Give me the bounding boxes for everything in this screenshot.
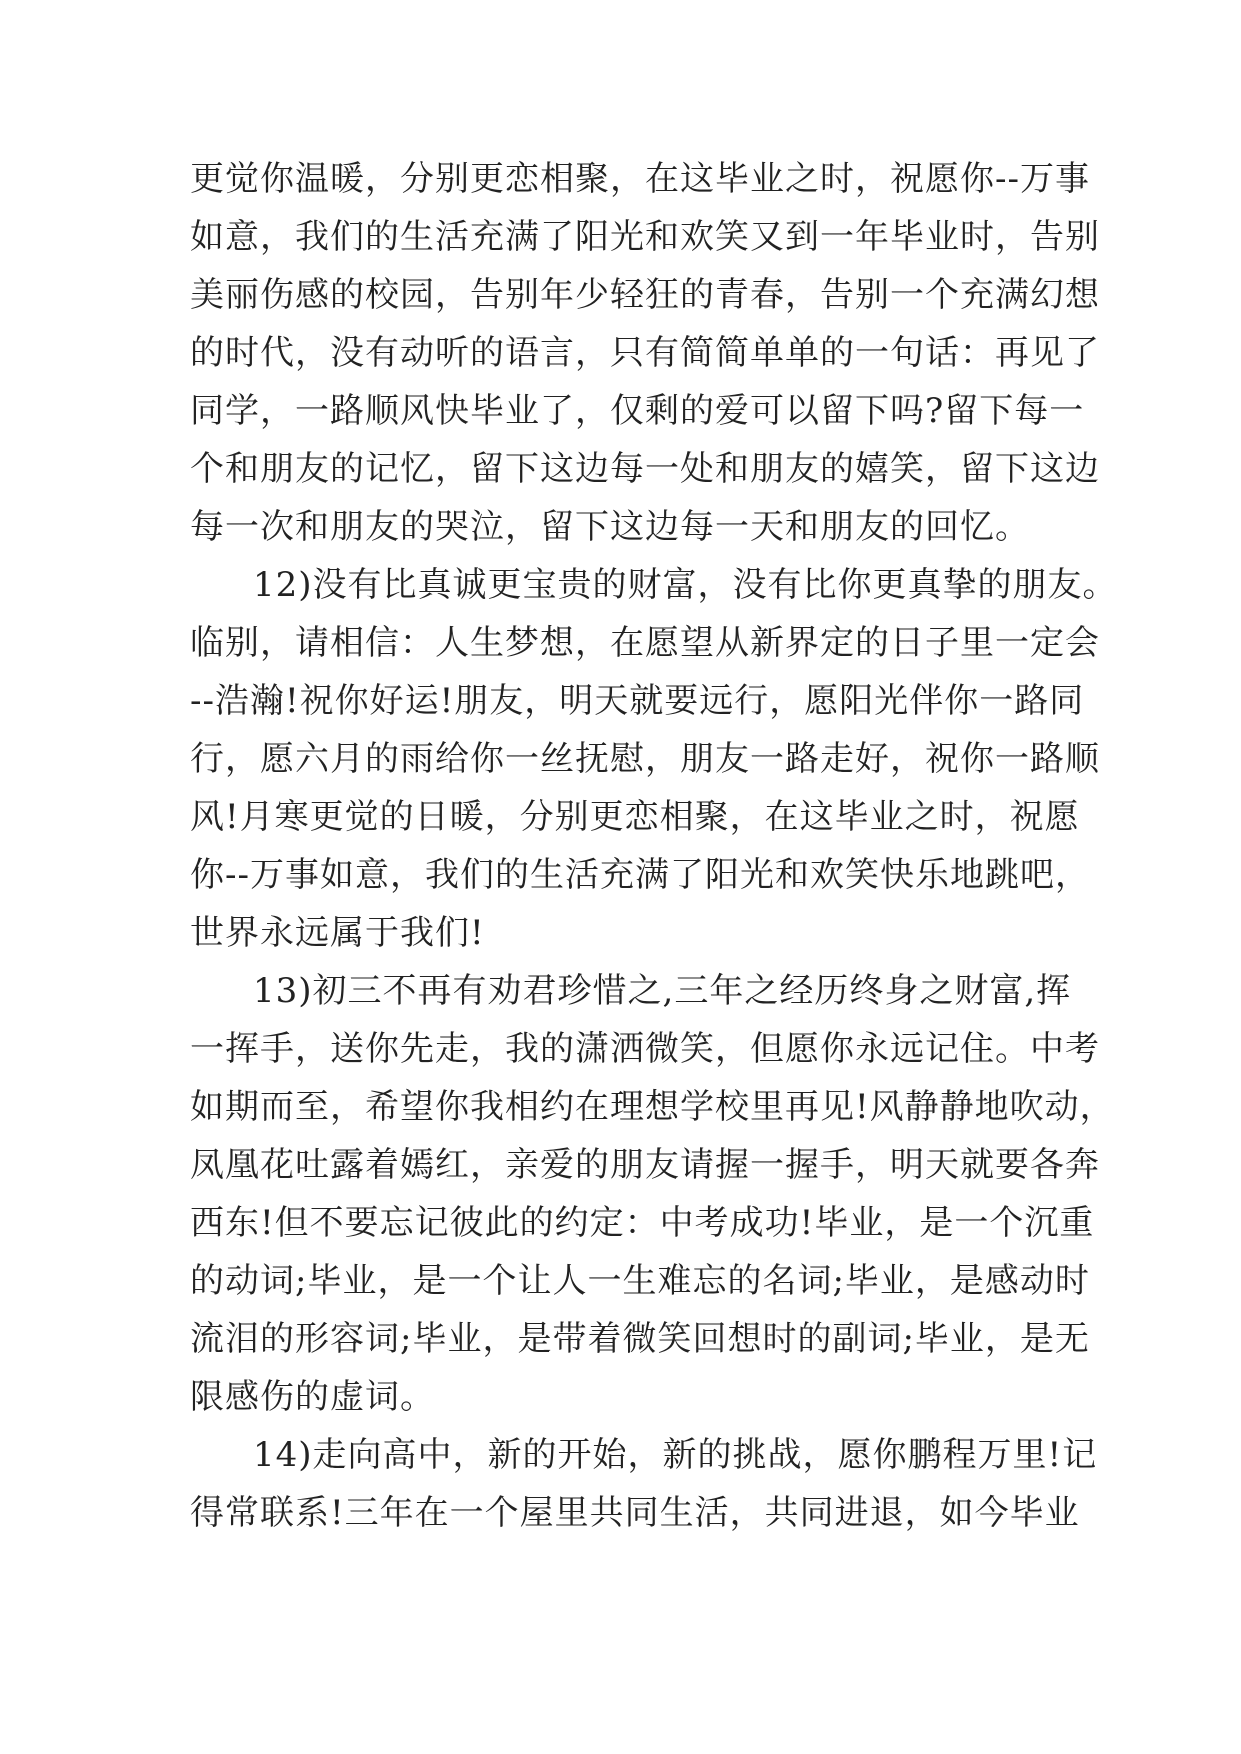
paragraph-start-14: 14)走向高中，新的开始，新的挑战，愿你鹏程万里!记 [253,1435,1098,1475]
text-line: 限感伤的虚词。 [190,1377,435,1417]
text-line: 每一次和朋友的哭泣，留下这边每一天和朋友的回忆。 [190,507,1030,547]
text-line: 如意，我们的生活充满了阳光和欢笑又到一年毕业时，告别 [190,217,1100,257]
text-line: 如期而至，希望你我相约在理想学校里再见!风静静地吹动， [190,1087,1115,1127]
text-line: 凤凰花吐露着嫣红，亲爱的朋友请握一握手，明天就要各奔 [190,1145,1100,1185]
text-line: 行，愿六月的雨给你一丝抚慰，朋友一路走好，祝你一路顺 [190,739,1100,779]
text-line: 的时代，没有动听的语言，只有简简单单的一句话：再见了 [190,333,1100,373]
body-text [190,150,1118,1542]
paragraph-start-12: 12)没有比真诚更宝贵的财富，没有比你更真挚的朋友。 [253,565,1118,605]
text-line: 世界永远属于我们! [190,913,485,953]
text-line: 的动词;毕业，是一个让人一生难忘的名词;毕业，是感动时 [190,1261,1090,1301]
text-line: 美丽伤感的校园，告别年少轻狂的青春，告别一个充满幻想 [190,275,1100,315]
text-line: 流泪的形容词;毕业，是带着微笑回想时的副词;毕业，是无 [190,1319,1090,1359]
text-line: 风!月寒更觉的日暖，分别更恋相聚，在这毕业之时，祝愿 [190,797,1080,837]
text-line: 更觉你温暖，分别更恋相聚，在这毕业之时，祝愿你--万事 [190,159,1090,199]
text-line: 一挥手，送你先走，我的潇洒微笑，但愿你永远记住。中考 [190,1029,1100,1069]
text-line: 同学，一路顺风快毕业了，仅剩的爱可以留下吗?留下每一 [190,391,1085,431]
text-line: --浩瀚!祝你好运!朋友，明天就要远行，愿阳光伴你一路同 [190,681,1085,721]
text-line: 临别，请相信：人生梦想，在愿望从新界定的日子里一定会 [190,623,1100,663]
paragraph-start-13: 13)初三不再有劝君珍惜之,三年之经历终身之财富,挥 [253,971,1072,1011]
text-line: 得常联系!三年在一个屋里共同生活，共同进退，如今毕业 [190,1493,1080,1533]
text-line: 个和朋友的记忆，留下这边每一处和朋友的嬉笑，留下这边 [190,449,1100,489]
text-line: 你--万事如意，我们的生活充满了阳光和欢笑快乐地跳吧， [190,855,1090,895]
text-line: 西东!但不要忘记彼此的约定：中考成功!毕业，是一个沉重 [190,1203,1095,1243]
